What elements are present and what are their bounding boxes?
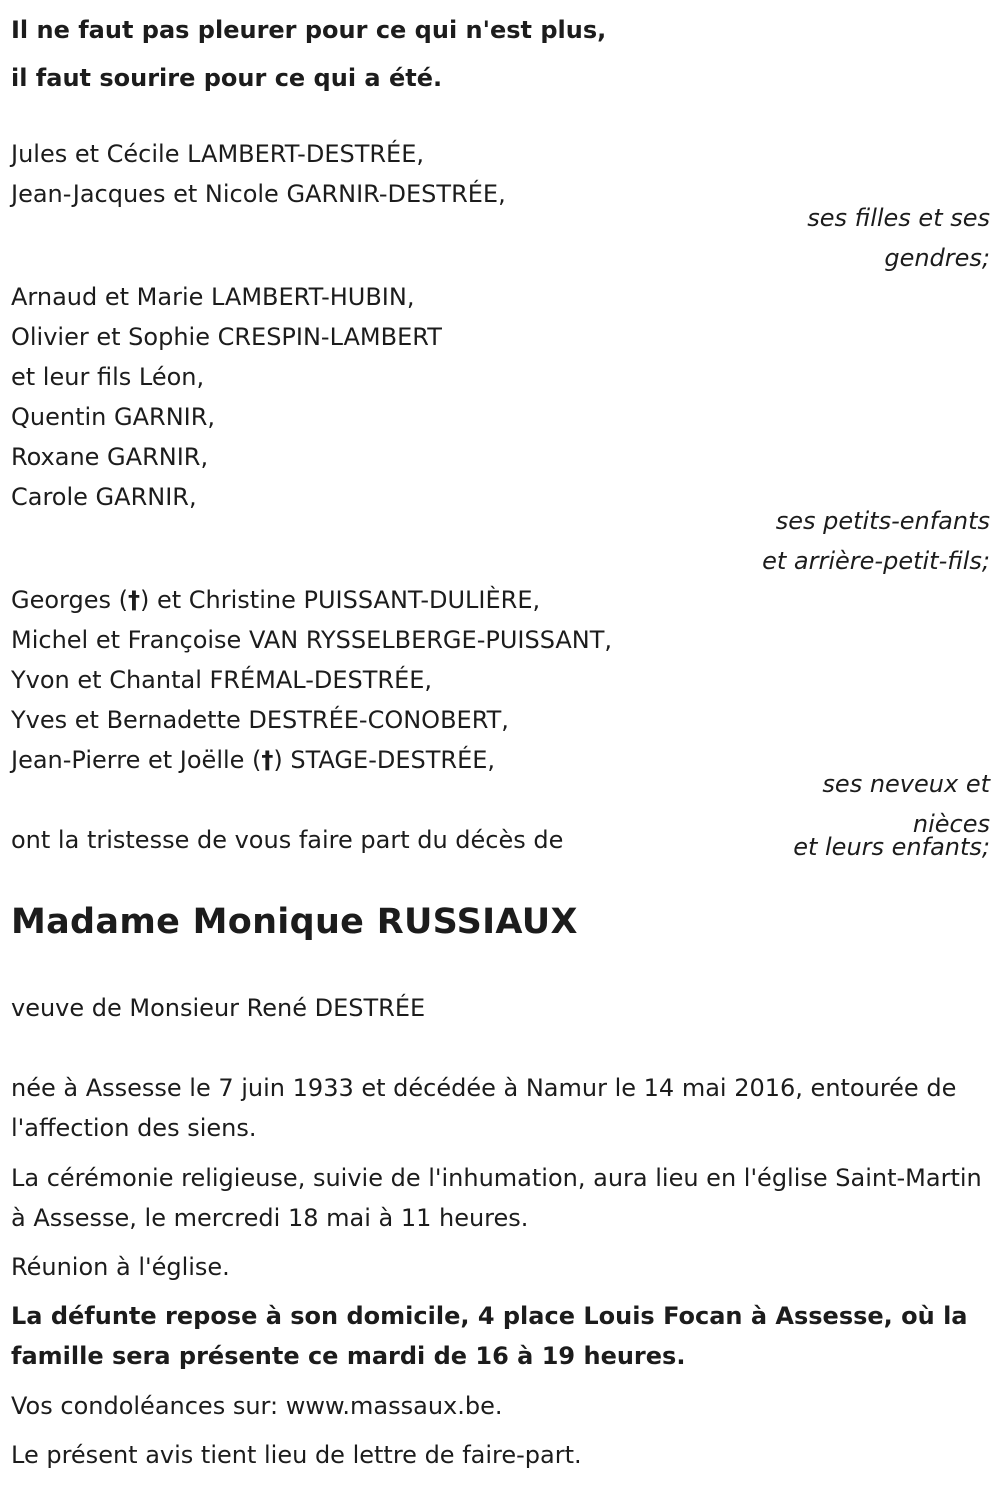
- widow-of-text: veuve de Monsieur René DESTRÉE: [11, 994, 426, 1022]
- daughters-relation-line-1: ses filles et ses: [807, 204, 990, 232]
- daughters-relation: [807, 198, 990, 278]
- nephew-row-4: Yves et Bernadette DESTRÉE-CONOBERT,: [11, 706, 509, 734]
- birth-death-text: née à Assesse le 7 juin 1933 et décédée à Namur le 14 mai 2016, entourée de l'affection des siens.: [11, 1074, 957, 1142]
- ceremony-text: La cérémonie religieuse, suivie de l'inhumation, aura lieu en l'église Saint-Martin à Assesse, le mercredi 18 mai à 11 heures.: [11, 1164, 982, 1232]
- daughters-relation-line-2: gendres;: [884, 244, 990, 272]
- nephews-relation-line-1: ses neveux et: [822, 770, 990, 798]
- notice-text: Le présent avis tient lieu de lettre de faire-part.: [11, 1441, 582, 1469]
- nephew-row-1: Georges (†) et Christine PUISSANT-DULIÈRE,: [11, 586, 541, 614]
- nephews-relation-line-3: et leurs enfants;: [793, 833, 990, 861]
- quote-line-2: il faut sourire pour ce qui a été.: [11, 64, 443, 92]
- grandchildren-relation: [762, 501, 990, 581]
- visitation-text: La défunte repose à son domicile, 4 place Louis Focan à Assesse, où la famille sera présente ce mardi de 16 à 19 heures.: [11, 1302, 968, 1370]
- nephew-row-3: Yvon et Chantal FRÉMAL-DESTRÉE,: [11, 666, 433, 694]
- widow-of: [11, 988, 991, 1028]
- announcement: [11, 820, 711, 860]
- grandchildren-relation-line-1: ses petits-enfants: [775, 507, 990, 535]
- daughter-name-2: Jean-Jacques et Nicole GARNIR-DESTRÉE,: [11, 180, 506, 208]
- grandchildren-relation-line-2: et arrière-petit-fils;: [762, 547, 990, 575]
- cross-icon: †: [128, 586, 140, 614]
- nephews-list: [11, 580, 991, 780]
- daughter-name-1: Jules et Cécile LAMBERT-DESTRÉE,: [11, 140, 425, 168]
- meeting-text: Réunion à l'église.: [11, 1253, 230, 1281]
- cross-icon: †: [261, 746, 274, 774]
- quote-line-1: Il ne faut pas pleurer pour ce qui n'est plus,: [11, 16, 607, 44]
- nephew-row-2: Michel et Françoise VAN RYSSELBERGE-PUISSANT,: [11, 626, 613, 654]
- nephews-relation-line-2: nièces: [912, 810, 990, 838]
- grandchild-name-1: Arnaud et Marie LAMBERT-HUBIN,: [11, 283, 415, 311]
- condolences-text: Vos condoléances sur: www.massaux.be.: [11, 1392, 503, 1420]
- grandchild-name-4: Quentin GARNIR,: [11, 403, 216, 431]
- grandchild-name-2: Olivier et Sophie CRESPIN-LAMBERT: [11, 323, 442, 351]
- grandchildren-list: [11, 277, 991, 517]
- grandchild-name-3: et leur fils Léon,: [11, 363, 205, 391]
- grandchild-name-6: Carole GARNIR,: [11, 483, 197, 511]
- quote: [11, 6, 991, 102]
- announcement-text: ont la tristesse de vous faire part du décès de: [11, 826, 564, 854]
- deceased-name: Madame Monique RUSSIAUX: [11, 902, 578, 942]
- nephew-row-5: Jean-Pierre et Joëlle (†) STAGE-DESTRÉE,: [11, 746, 496, 774]
- nephews-relation-extra: [793, 827, 990, 867]
- grandchild-name-5: Roxane GARNIR,: [11, 443, 209, 471]
